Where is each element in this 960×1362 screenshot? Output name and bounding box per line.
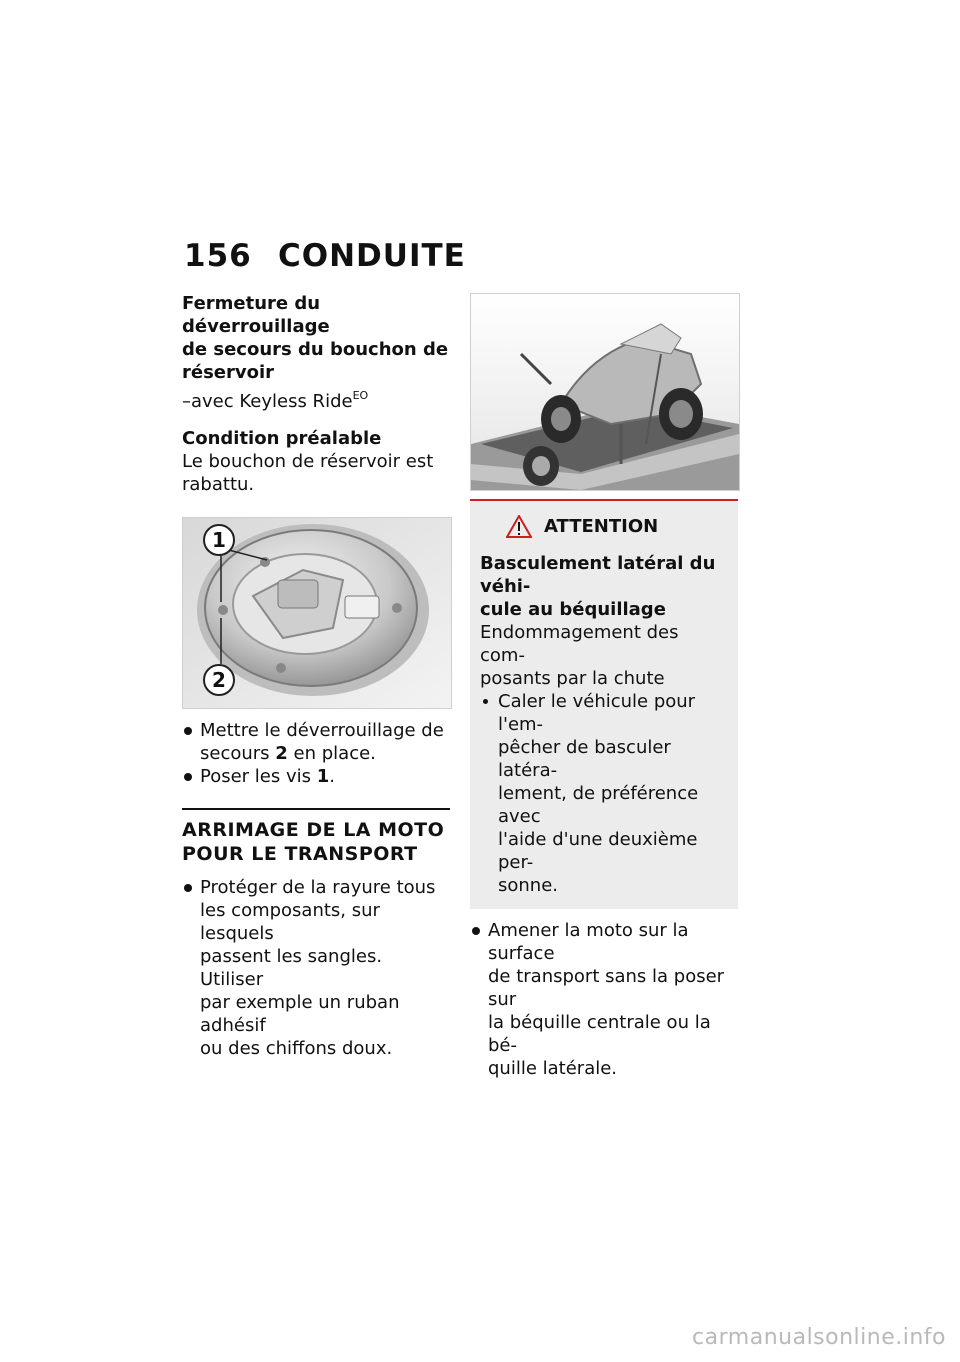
callout-2: 2 xyxy=(212,668,226,692)
heading-line: réservoir xyxy=(182,362,275,383)
section-bullet xyxy=(182,876,450,1060)
bullet-line: ou des chiffons doux. xyxy=(200,1038,393,1059)
option-text: –avec Keyless Ride xyxy=(182,391,353,412)
warning-title: ATTENTION xyxy=(544,516,659,537)
warning-subtitle-line: cule au béquillage xyxy=(480,599,666,620)
warning-desc-line: posants par la chute xyxy=(480,668,665,689)
section-title xyxy=(182,818,450,866)
section-heading xyxy=(182,292,450,384)
step-line xyxy=(200,765,450,788)
step-item xyxy=(182,719,450,765)
warning-desc-line: Endommagement des com- xyxy=(480,622,679,666)
chapter-title: CONDUITE xyxy=(278,238,466,274)
bullet-line: la béquille centrale ou la bé- xyxy=(488,1012,711,1056)
warning-bullet-line: sonne. xyxy=(498,875,559,896)
step-ref: 2 xyxy=(275,743,288,764)
bullet-line: quille latérale. xyxy=(488,1058,618,1079)
right-column xyxy=(470,293,738,1080)
step-line: Mettre le déverrouillage de xyxy=(200,720,444,741)
warning-bullet-line: pêcher de basculer latéra- xyxy=(498,737,671,781)
section-title-line: POUR LE TRANSPORT xyxy=(182,843,418,865)
page-header xyxy=(184,238,466,274)
step-text: . xyxy=(329,766,335,787)
callout-1: 1 xyxy=(212,528,226,552)
warning-subtitle-line: Basculement latéral du véhi- xyxy=(480,553,716,597)
option-code: EO xyxy=(352,389,369,402)
warning-bullet-line: l'aide d'une deuxième per- xyxy=(498,829,698,873)
step-line xyxy=(200,742,450,765)
transport-bullet xyxy=(470,919,738,1080)
option-note xyxy=(182,384,450,413)
bullet-line: passent les sangles. Utiliser xyxy=(200,946,383,990)
bullet-line: de transport sans la poser sur xyxy=(488,966,725,1010)
fuel-cap-image xyxy=(182,517,452,709)
motorcycle-trailer-image xyxy=(470,293,740,491)
step-ref: 1 xyxy=(316,766,330,787)
page-number: 156 xyxy=(184,238,252,274)
bullet-line: les composants, sur lesquels xyxy=(200,900,380,944)
warning-bullet xyxy=(480,690,728,897)
step-text: secours xyxy=(200,743,276,764)
precondition-line: rabattu. xyxy=(182,474,255,495)
warning-header xyxy=(480,515,728,538)
warning-bullet-line: Caler le véhicule pour l'em- xyxy=(498,691,696,735)
warning-bullet-line: lement, de préférence avec xyxy=(498,783,699,827)
warning-subtitle xyxy=(480,552,728,621)
warning-box xyxy=(470,499,738,909)
section-divider xyxy=(182,808,450,810)
section-title-line: ARRIMAGE DE LA MOTO xyxy=(182,819,445,841)
heading-line: de secours du bouchon de xyxy=(182,339,449,360)
left-column xyxy=(182,292,450,1060)
motorcycle-illustration xyxy=(471,294,739,490)
step-text: en place. xyxy=(287,743,376,764)
precondition-line: Le bouchon de réservoir est xyxy=(182,451,434,472)
bullet-line: Amener la moto sur la surface xyxy=(488,920,689,964)
heading-line: Fermeture du déverrouillage xyxy=(182,293,330,337)
step-text: Poser les vis xyxy=(200,766,317,787)
bullet-line: Protéger de la rayure tous xyxy=(200,877,436,898)
warning-description xyxy=(480,621,728,690)
precondition-title: Condition préalable xyxy=(182,428,382,449)
watermark: carmanualsonline.info xyxy=(692,1325,946,1350)
step-item xyxy=(182,765,450,788)
bullet-line: par exemple un ruban adhésif xyxy=(200,992,400,1036)
warning-triangle-icon xyxy=(506,515,532,538)
